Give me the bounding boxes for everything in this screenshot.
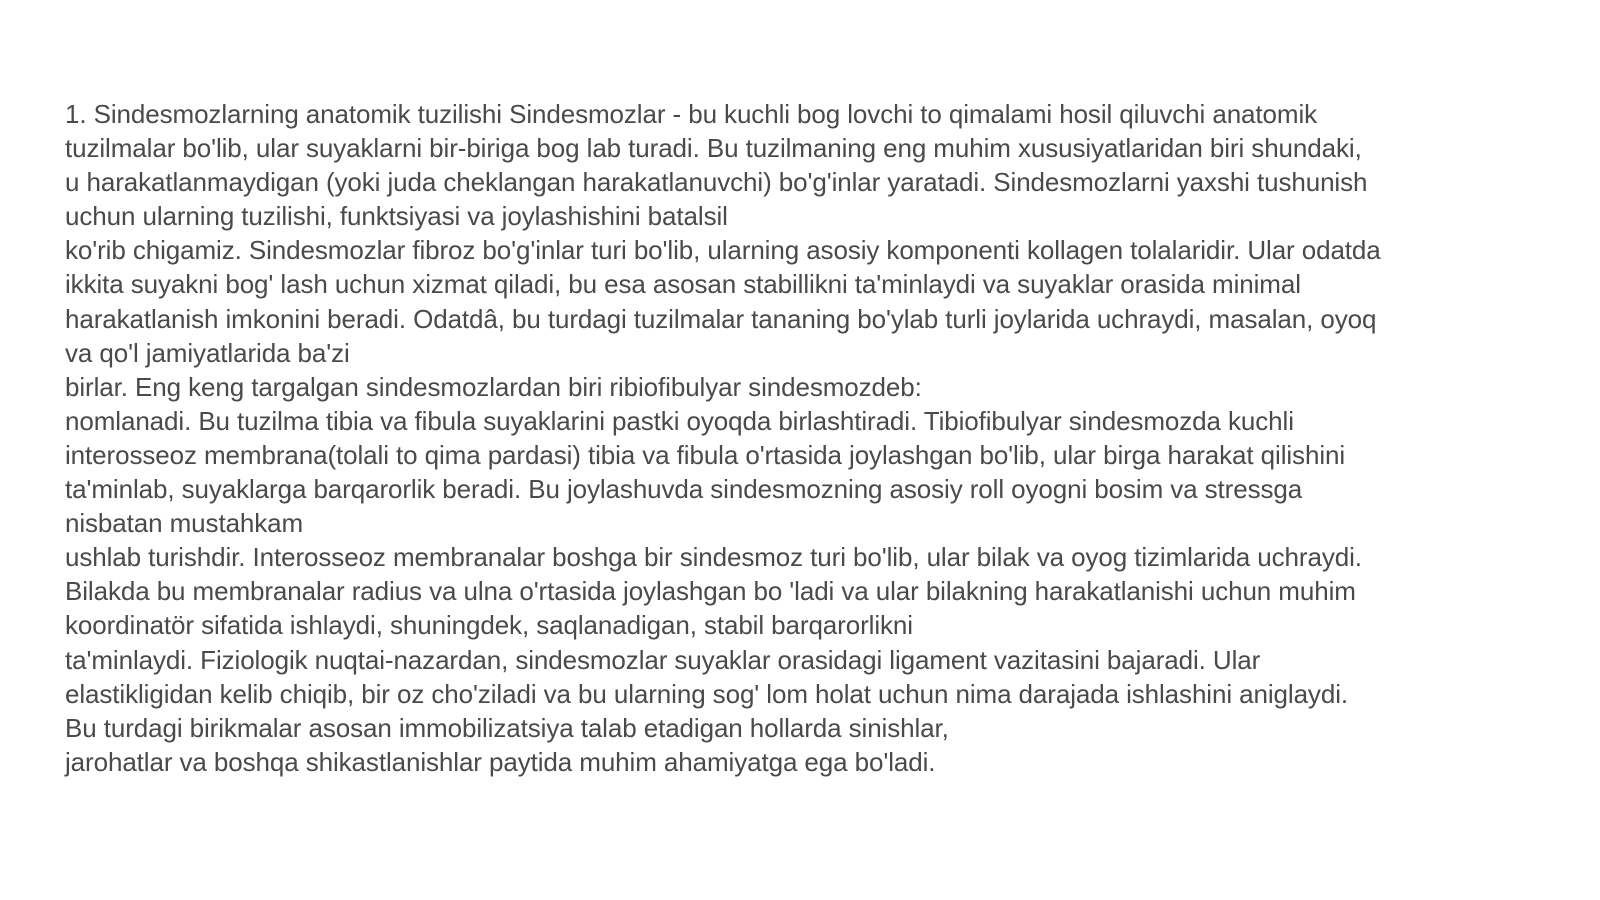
text-line: birlar. Eng keng targalgan sindesmozlardan biri ribiofibulyar sindesmozdeb: — [65, 371, 922, 402]
text-line: ikkita suyakni bog' lash uchun xizmat qiladi, bu esa asosan stabillikni ta'minlaydi va suyaklar orasida minimal — [65, 269, 1301, 300]
text-line: koordinatör sifatida ishlaydi, shuningdek, saqlanadigan, stabil barqarorlikni — [65, 610, 913, 641]
text-line: ta'minlab, suyaklarga barqarorlik beradi. Bu joylashuvda sindesmozning asosiy roll oyogni bosim va stressga — [65, 474, 1303, 505]
text-line: harakatlanish imkonini beradi. Odatdâ, bu turdagi tuzilmalar tananing bo'ylab turli joylarida uchraydi, masalan, oyoq — [65, 303, 1377, 334]
text-line: u harakatlanmaydigan (yoki juda cheklangan harakatlanuvchi) bo'g'inlar yaratadi. Sindesmozlarni yaxshi tushunish — [65, 167, 1368, 198]
text-line: jarohatlar va boshqa shikastlanishlar paytida muhim ahamiyatga ega bo'ladi. — [65, 746, 936, 777]
text-line: nisbatan mustahkam — [65, 508, 304, 539]
text-line: va qo'l jamiyatlarida ba'zi — [65, 337, 350, 368]
document-body-text — [65, 97, 1565, 779]
text-line: 1. Sindesmozlarning anatomik tuzilishi Sindesmozlar - bu kuchli bog lovchi to qimalami hosil qiluvchi anatomik — [65, 99, 1318, 129]
text-line: Bilakda bu membranalar radius va ulna o'rtasida joylashgan bo 'ladi va ular bilakning harakatlanishi uchun muhim — [65, 576, 1356, 607]
text-line: elastikligidan kelib chiqib, bir oz cho'ziladi va bu ularning sog' lom holat uchun nima darajada ishlashini aniglaydi. — [65, 678, 1348, 709]
text-line: ko'rib chigamiz. Sindesmozlar fibroz bo'g'inlar turi bo'lib, ularning asosiy komponenti kollagen tolalaridir. Ular odatda — [65, 235, 1381, 266]
text-line: tuzilmalar bo'lib, ular suyaklarni bir-biriga bog lab turadi. Bu tuzilmaning eng muhim xususiyatlaridan biri shundaki, — [65, 133, 1362, 164]
text-line: nomlanadi. Bu tuzilma tibia va fibula suyaklarini pastki oyoqda birlashtiradi. Tibiofibulyar sindesmozda kuchli — [65, 405, 1294, 436]
text-line: interosseoz membrana(tolali to qima pardasi) tibia va fibula o'rtasida joylashgan bo'lib, ular birga harakat qilishini — [65, 439, 1346, 470]
text-line: ta'minlaydi. Fiziologik nuqtai-nazardan, sindesmozlar suyaklar orasidagi ligament vazitasini bajaradi. Ular — [65, 644, 1261, 675]
text-line: uchun ularning tuzilishi, funktsiyasi va joylashishini batalsil — [65, 201, 728, 232]
text-line: ushlab turishdir. Interosseoz membranalar boshga bir sindesmoz turi bo'lib, ular bilak va oyog tizimlarida uchraydi. — [65, 542, 1362, 573]
text-line: Bu turdagi birikmalar asosan immobilizatsiya talab etadigan hollarda sinishlar, — [65, 712, 949, 743]
